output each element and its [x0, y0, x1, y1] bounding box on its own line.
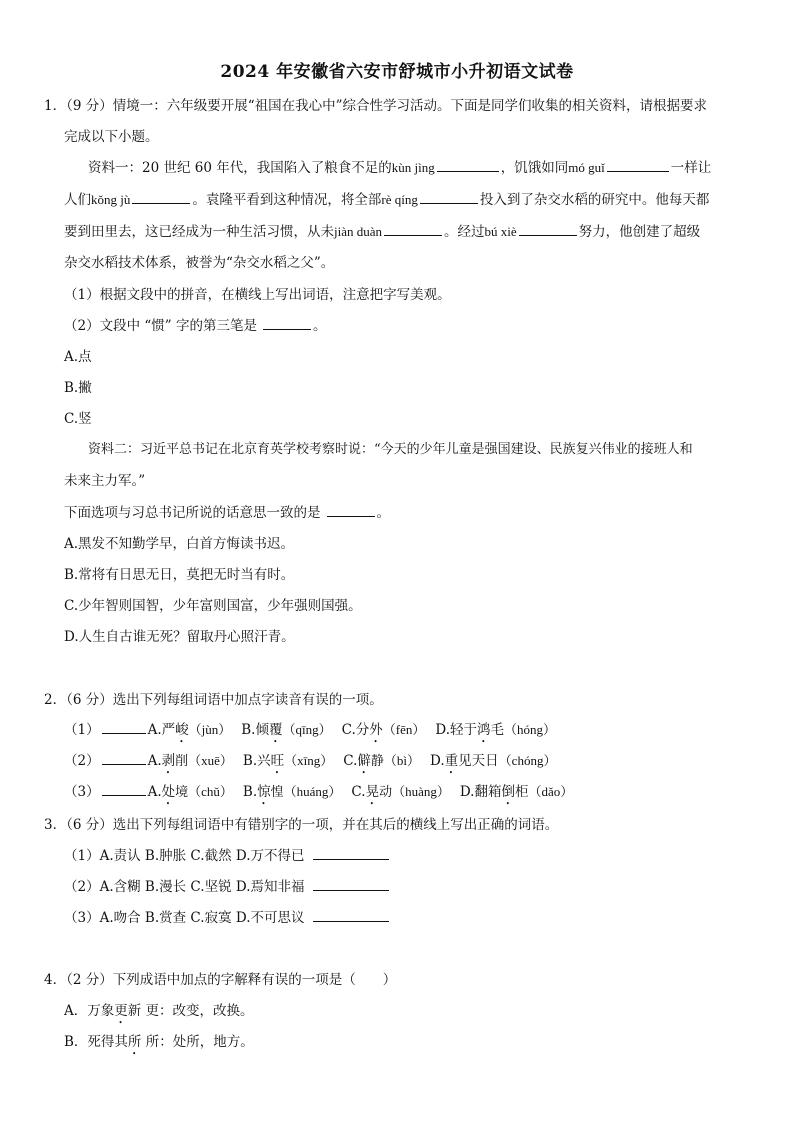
answer-blank-3[interactable]	[132, 190, 190, 204]
q4-heading: 4．（2 分）下列成语中加点的字解释有误的一项是（ ）	[44, 972, 397, 988]
q1-subquestion-2: （2）文段中 “惯” 字的第三笔是 。	[64, 318, 327, 334]
q1-choice-a[interactable]: A.黑发不知勤学早，白首方悔读书迟。	[64, 536, 295, 552]
q4-option-a[interactable]: A．万象更新 更：改变，改换。	[64, 1003, 254, 1019]
q1-subquestion-1: （1）根据文段中的拼音，在横线上写出词语，注意把字写美观。	[64, 287, 451, 303]
answer-blank-6[interactable]	[519, 222, 577, 236]
q1-material-2-line-1: 资料二：习近平总书记在北京育英学校考察时说：“今天的少年儿童是强国建设、民族复兴伟业的接班人和	[88, 442, 693, 457]
answer-blank-2[interactable]	[607, 158, 669, 172]
q1-heading: 1．（9 分）情境一：六年级要开展“祖国在我心中”综合性学习活动。下面是同学们收集的相关资料，请根据要求	[44, 98, 708, 114]
q1-choice-c[interactable]: C.少年智则国智，少年富则国富，少年强则国强。	[64, 598, 362, 614]
answer-blank-4[interactable]	[420, 190, 478, 204]
answer-blank-1[interactable]	[437, 158, 499, 172]
q1-option-a[interactable]: A.点	[64, 349, 92, 365]
q3-row-2: （2）A.含糊 B.漫长 C.坚锐 D.焉知非福	[64, 877, 391, 897]
q2-heading: 2．（6 分）选出下列每组词语中加点字读音有误的一项。	[44, 692, 383, 708]
answer-blank-11[interactable]	[102, 782, 146, 796]
q1-option-b[interactable]: B.撇	[64, 380, 92, 396]
q1-choice-d[interactable]: D.人生自古谁无死？留取丹心照汗青。	[64, 629, 295, 645]
q1-heading-cont: 完成以下小题。	[64, 129, 159, 145]
q3-row-1: （1）A.责认 B.肿胀 C.截然 D.万不得已	[64, 846, 391, 866]
answer-blank-14[interactable]	[313, 908, 389, 922]
q1-material-line-2: 人们kǒng jù 。袁隆平看到这种情况，将全部rè qíng 投入到了杂交水稻的研究中。他每天都	[64, 192, 710, 208]
q3-row-3: （3）A.吻合 B.赏查 C.寂寞 D.不可思议	[64, 908, 391, 928]
page-title: 2024 年安徽省六安市舒城市小升初语文试卷	[220, 62, 574, 82]
q4-option-b[interactable]: B．死得其所 所：处所，地方。	[64, 1034, 254, 1050]
q2-row-2: （2） A.剥削（xuē） B.兴旺（xīng） C.僻静（bì） D.重见天日（chóng）	[64, 753, 557, 769]
q1-option-c[interactable]: C.竖	[64, 411, 92, 427]
answer-blank-13[interactable]	[313, 877, 389, 891]
answer-blank-5[interactable]	[384, 222, 442, 236]
answer-blank-10[interactable]	[102, 751, 146, 765]
answer-blank-7[interactable]	[263, 316, 311, 330]
q1-choice-b[interactable]: B.常将有日思无日，莫把无时当有时。	[64, 567, 295, 583]
q1-material-line-1: 资料一：20 世纪 60 年代，我国陷入了粮食不足的kùn jìng ，饥饿如同mó guǐ 一样让	[88, 160, 712, 176]
answer-blank-12[interactable]	[313, 846, 389, 860]
q3-heading: 3．（6 分）选出下列每组词语中有错别字的一项，并在其后的横线上写出正确的词语。	[44, 817, 559, 833]
q1-material-2-line-2: 未来主力军。”	[64, 473, 146, 489]
q2-row-3: （3） A.处境（chǔ） B.惊惶（huáng） C.晃动（huàng） D.翻箱倒柜（dǎo）	[64, 784, 574, 800]
q1-subquestion-3: 下面选项与习总书记所说的话意思一致的是 。	[64, 505, 390, 521]
q1-material-line-3: 要到田里去，这已经成为一种生活习惯，从未jiàn duàn 。经过bú xiè 努力，他创建了超级	[64, 224, 701, 240]
answer-blank-8[interactable]	[327, 503, 375, 517]
answer-blank-9[interactable]	[102, 720, 146, 734]
q2-row-1: （1） A.严峻（jùn） B.倾覆（qīng） C.分外（fēn） D.轻于鸿毛（hóng）	[64, 722, 557, 738]
q1-material-line-4: 杂交水稻技术体系，被誉为“杂交水稻之父”。	[64, 255, 335, 271]
